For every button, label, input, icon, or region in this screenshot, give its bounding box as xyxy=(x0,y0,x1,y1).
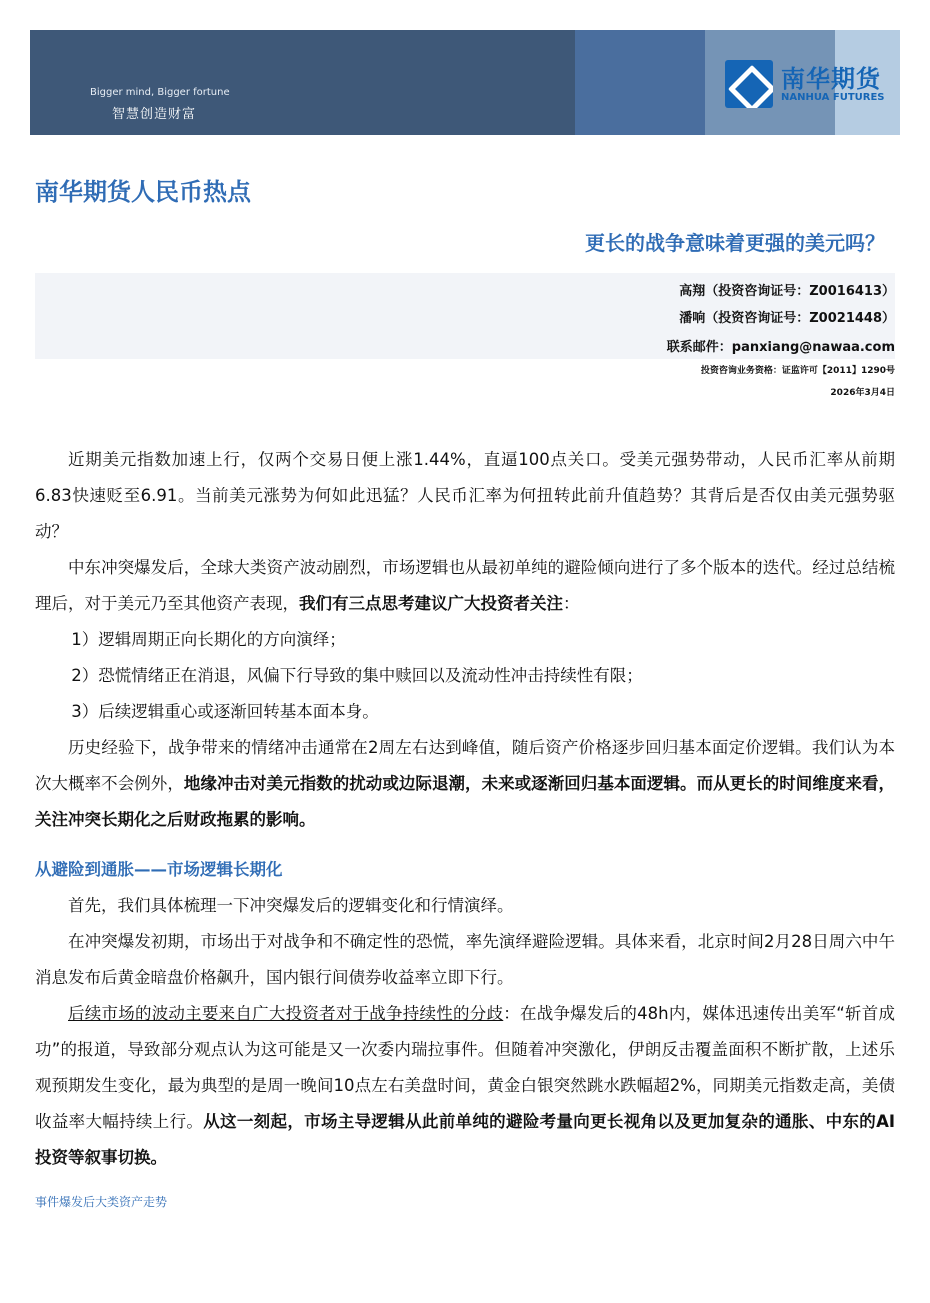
author-2: 潘响（投资咨询证号：Z0021448） xyxy=(679,311,895,326)
figure-caption: 事件爆发后大类资产走势 xyxy=(35,1195,168,1209)
report-series: 南华期货人民币热点 xyxy=(35,178,251,206)
slogan-cn: 智慧创造财富 xyxy=(112,107,197,122)
paragraph: 后续市场的波动主要来自广大投资者对于战争持续性的分歧：在战争爆发后的48h内，媒体迅速传出美军“斩首成功”的报道，导致部分观点认为这可能是又一次委内瑞拉事件。但随着冲突激化，伊朗反击覆盖面积不断扩散，上述乐观预期发生变化，最为典型的是周一晚间10点左右美盘时间，黄金白银突然跳水跌幅超2%，同期美元指数走高，美债收益率大幅持续上行。从这一刻起，市场主导逻辑从此前单纯的避险考量向更长视角以及更加复杂的通胀、中东的AI投资等叙事切换。 xyxy=(35,1004,895,1167)
report-title: 更长的战争意味着更强的美元吗？ xyxy=(585,231,885,255)
slogan-en: Bigger mind, Bigger fortune xyxy=(90,87,230,98)
section-heading: 从避险到通胀——市场逻辑长期化 xyxy=(35,860,283,879)
paragraph: 历史经验下，战争带来的情绪冲击通常在2周左右达到峰值，随后资产价格逐步回归基本面定价逻辑。我们认为本次大概率不会例外，地缘冲击对美元指数的扰动或边际退潮，未来或逐渐回归基本面逻辑。而从更长的时间维度来看，关注冲突长期化之后财政拖累的影响。 xyxy=(35,738,896,829)
list-item: 3）后续逻辑重心或逐渐回转基本面本身。 xyxy=(71,702,379,721)
license: 投资咨询业务资格：证监许可【2011】1290号 xyxy=(700,366,895,376)
logo-cn: 南华期货 xyxy=(781,64,881,93)
author-1: 高翔（投资咨询证号：Z0016413） xyxy=(679,284,895,299)
list-item: 1）逻辑周期正向长期化的方向演绎； xyxy=(71,630,346,649)
report-date: 2026年3月4日 xyxy=(830,388,895,398)
report-body xyxy=(35,442,895,1176)
logo-icon xyxy=(725,60,773,108)
contact-email[interactable]: 联系邮件：panxiang@nawaa.com xyxy=(666,340,895,355)
paragraph: 中东冲突爆发后，全球大类资产波动剧烈，市场逻辑也从最初单纯的避险倾向进行了多个版本的迭代。经过总结梳理后，对于美元乃至其他资产表现，我们有三点思考建议广大投资者关注： xyxy=(35,558,895,613)
paragraph: 近期美元指数加速上行，仅两个交易日便上涨1.44%，直逼100点关口。受美元强势带动，人民币汇率从前期6.83快速贬至6.91。当前美元涨势为何如此迅猛？人民币汇率为何扭转此前升值趋势？其背后是否仅由美元强势驱动？ xyxy=(35,450,895,541)
logo-en: NANHUA FUTURES xyxy=(781,91,885,103)
paragraph: 在冲突爆发初期，市场出于对战争和不确定性的恐慌，率先演绎避险逻辑。具体来看，北京时间2月28日周六中午消息发布后黄金暗盘价格飙升，国内银行间债券收益率立即下行。 xyxy=(35,932,895,987)
paragraph: 首先，我们具体梳理一下冲突爆发后的逻辑变化和行情演绎。 xyxy=(68,896,514,915)
nanhua-logo xyxy=(725,60,885,108)
list-item: 2）恐慌情绪正在消退，风偏下行导致的集中赎回以及流动性冲击持续性有限； xyxy=(71,666,643,685)
